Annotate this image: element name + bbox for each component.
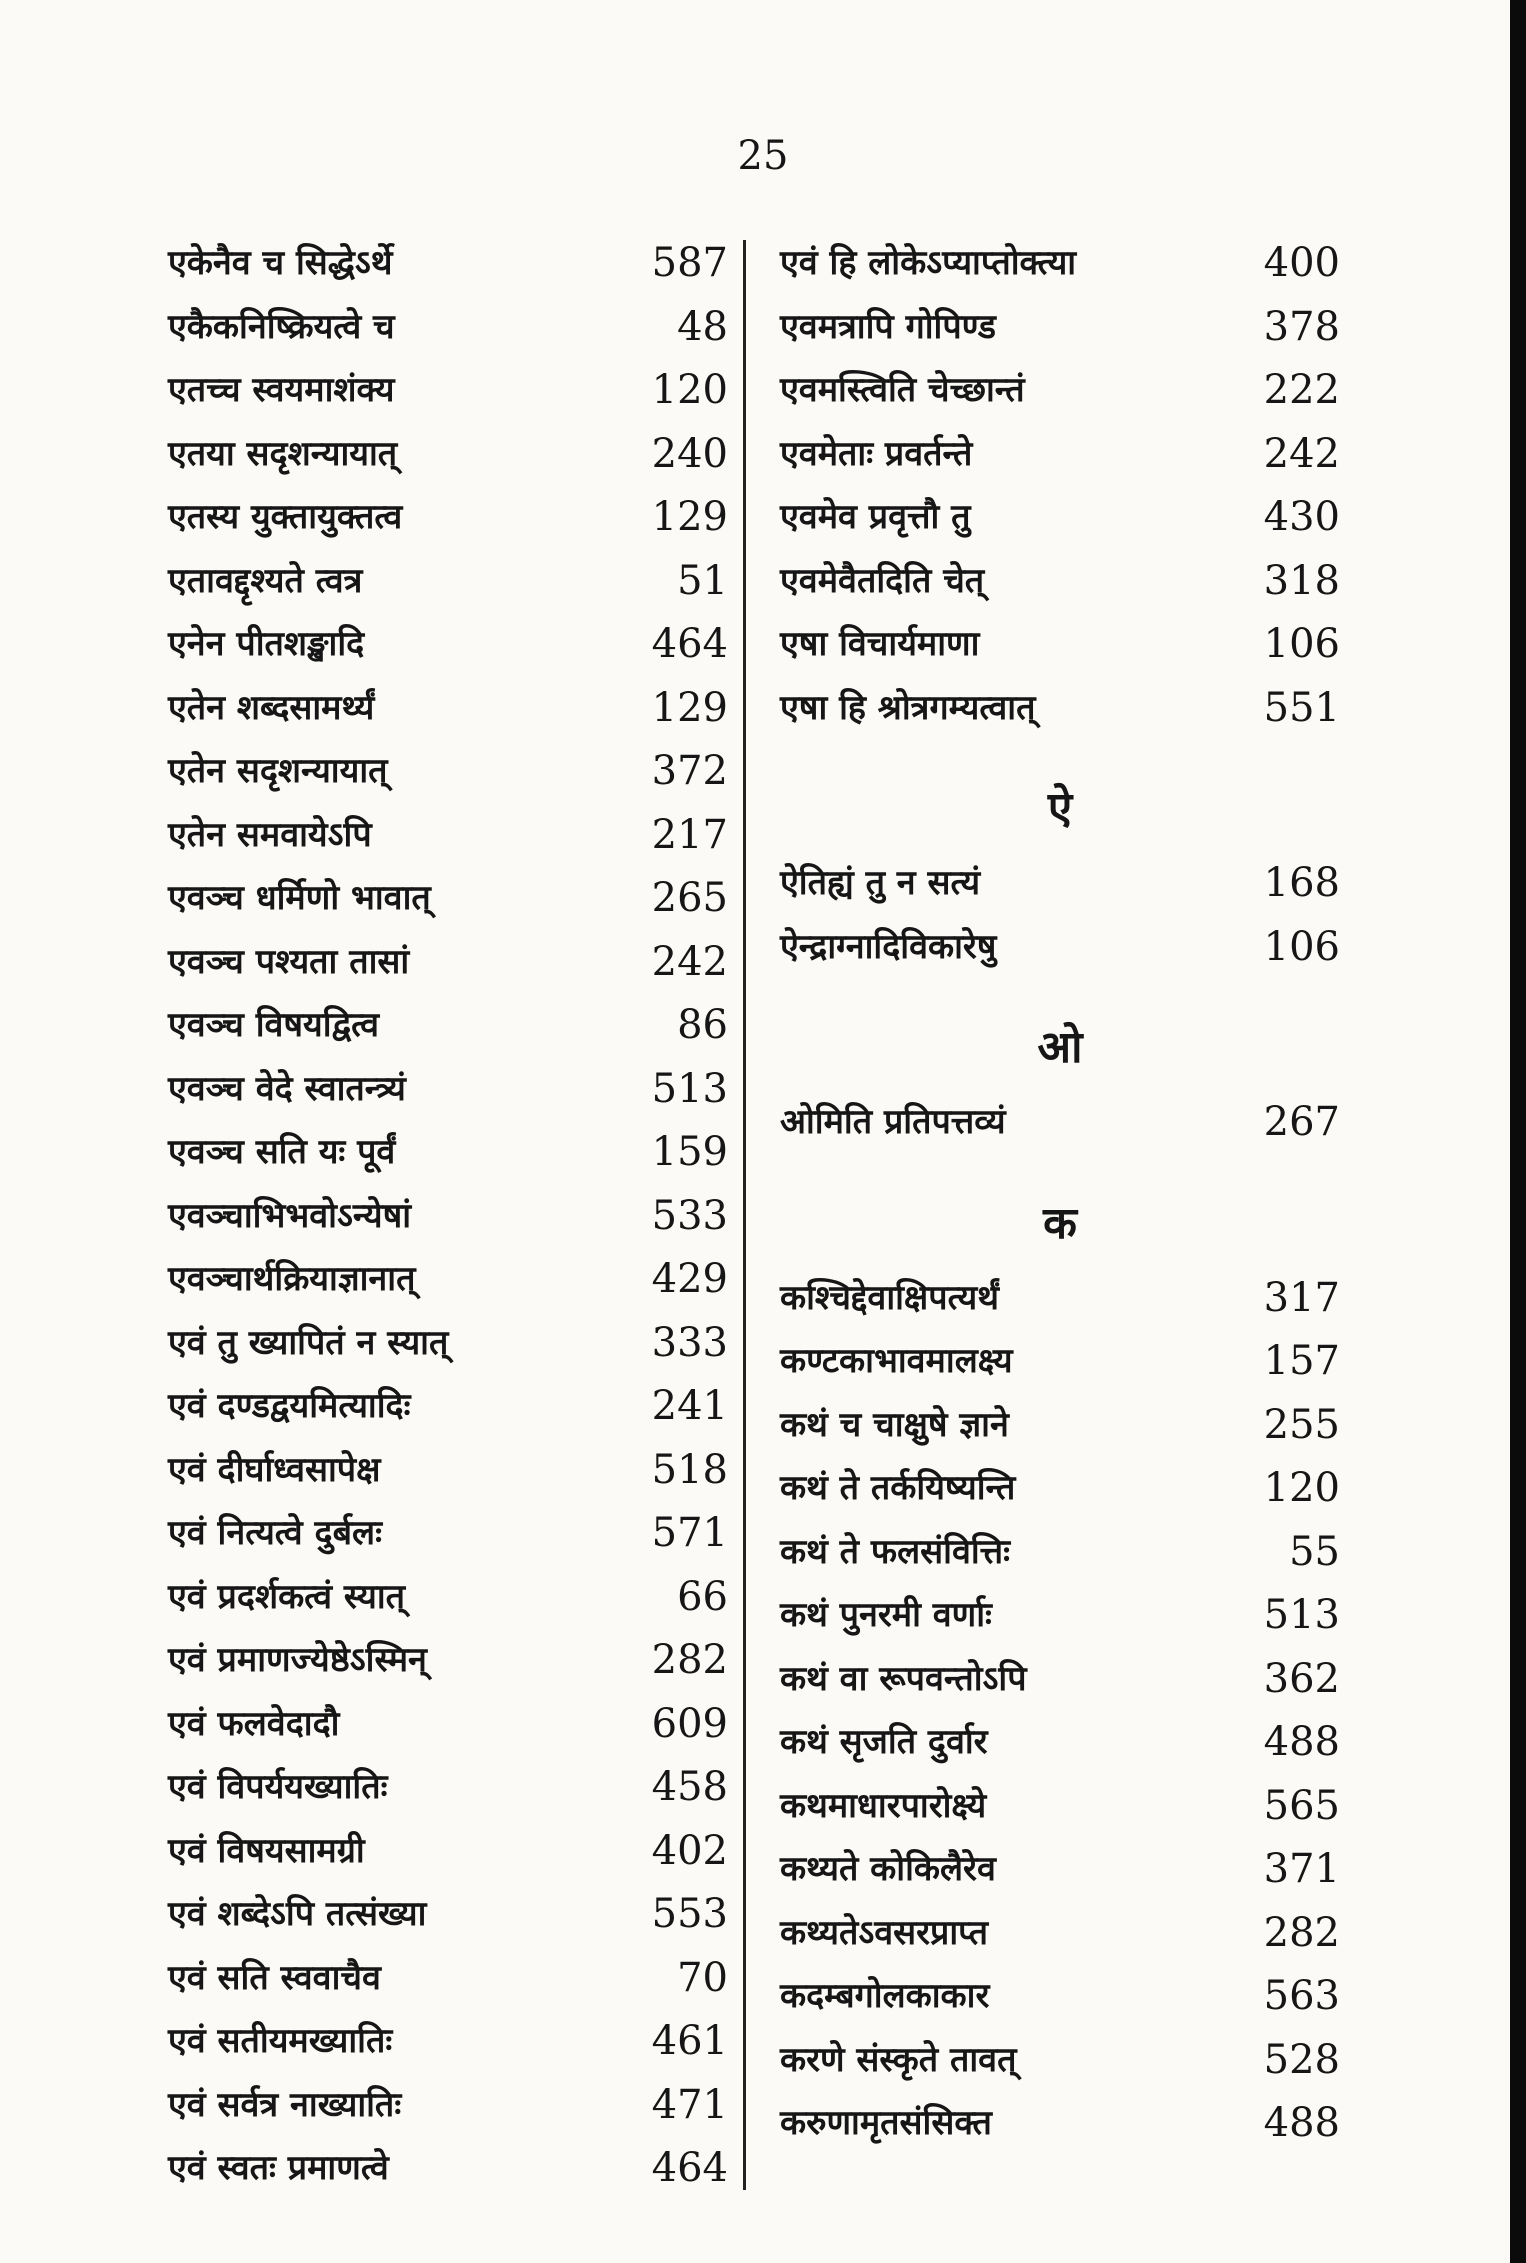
index-entry — [780, 1902, 1340, 1966]
entry-page: 430 — [1263, 494, 1340, 540]
entry-text: एवं तु ख्यापितं न स्यात् — [168, 1322, 449, 1363]
index-entry — [168, 1502, 728, 1566]
index-entry — [780, 232, 1340, 296]
entry-page: 129 — [651, 494, 728, 540]
entry-text: एवञ्च वेदे स्वातन्त्र्यं — [168, 1068, 406, 1109]
entry-page: 371 — [1263, 1846, 1340, 1892]
index-entry — [780, 1330, 1340, 1394]
index-entry — [168, 931, 728, 995]
index-entry — [168, 423, 728, 487]
entry-page: 106 — [1263, 923, 1340, 970]
index-entry — [168, 613, 728, 677]
index-entry — [780, 1711, 1340, 1775]
entry-page: 48 — [677, 303, 728, 350]
entry-text: कथं ते तर्कयिष्यन्ति — [780, 1468, 1016, 1508]
entry-page: 86 — [677, 1002, 728, 1048]
index-entry — [168, 486, 728, 550]
entry-text: कथं पुनरमी वर्णाः — [780, 1595, 992, 1635]
index-entry — [168, 1629, 728, 1693]
index-entry — [168, 296, 728, 360]
index-entry — [780, 423, 1340, 487]
index-entry — [168, 1883, 728, 1947]
index-entry — [780, 1648, 1340, 1712]
entry-text: एवं सति स्ववाचैव — [168, 1957, 381, 1998]
section-heading-o: ओ — [1037, 1022, 1083, 1073]
entry-text: एवञ्चार्थक्रियाज्ञानात् — [168, 1259, 416, 1299]
index-entry — [780, 852, 1340, 916]
entry-text: कदम्बगोलकाकार — [780, 1976, 990, 2016]
entry-text: एवमेताः प्रवर्तन्ते — [780, 433, 973, 474]
entry-text: एवञ्चाभिभवोऽन्येषां — [168, 1195, 412, 1236]
index-entry — [168, 677, 728, 741]
index-entry — [168, 1947, 728, 2011]
index-entry — [780, 1838, 1340, 1902]
entry-page: 571 — [651, 1510, 728, 1556]
index-entry — [168, 1058, 728, 1122]
index-entry — [168, 1439, 728, 1503]
entry-text: कथं सृजति दुर्वार — [780, 1722, 988, 1762]
index-entry — [168, 1375, 728, 1439]
entry-page: 563 — [1263, 1973, 1340, 2019]
entry-text: एवं हि लोकेऽप्याप्तोक्त्या — [780, 243, 1077, 283]
index-entry — [168, 2137, 728, 2201]
right-column — [780, 232, 1340, 2156]
index-entry — [168, 1312, 728, 1376]
entry-text: एवं प्रमाणज्येष्ठेऽस्मिन् — [168, 1640, 427, 1680]
spacer — [780, 740, 1340, 766]
entry-page: 551 — [1263, 684, 1340, 731]
index-entry — [168, 994, 728, 1058]
entry-text: एवं सर्वत्र नाख्यातिः — [168, 2084, 402, 2125]
index-entry — [168, 1121, 728, 1185]
entry-text: एवञ्च पश्यता तासां — [168, 941, 410, 982]
entry-text: कथं च चाक्षुषे ज्ञाने — [780, 1404, 1009, 1445]
entry-page: 318 — [1263, 557, 1340, 604]
entry-text: कथं ते फलसंवित्तिः — [780, 1531, 1011, 1572]
entry-text: एवं नित्यत्वे दुर्बलः — [168, 1513, 382, 1553]
entry-text: एवमेवैतदिति चेत् — [780, 560, 985, 601]
entry-page: 378 — [1263, 303, 1340, 350]
index-entry — [780, 1965, 1340, 2029]
entry-page: 106 — [1263, 621, 1340, 667]
entry-page: 255 — [1263, 1401, 1340, 1448]
entry-text: एवं दीर्घाध्वसापेक्ष — [168, 1449, 381, 1490]
entry-text: एतस्य युक्तायुक्तत्व — [168, 497, 403, 537]
index-entry — [168, 550, 728, 614]
entry-page: 528 — [1263, 2036, 1340, 2083]
entry-page: 51 — [677, 557, 728, 604]
entry-page: 333 — [651, 1319, 728, 1366]
index-entry — [780, 486, 1340, 550]
entry-page: 513 — [1263, 1592, 1340, 1638]
entry-text: कण्टकाभावमालक्ष्य — [780, 1341, 1013, 1381]
entry-text: एवञ्च धर्मिणो भावात् — [168, 878, 431, 918]
entry-page: 372 — [651, 748, 728, 794]
index-entry — [168, 359, 728, 423]
entry-page: 157 — [1263, 1338, 1340, 1384]
entry-page: 129 — [651, 684, 728, 731]
index-entry — [780, 1457, 1340, 1521]
index-entry — [780, 1091, 1340, 1155]
spacer — [780, 979, 1340, 1005]
entry-text: एकैकनिष्क्रियत्वे च — [168, 306, 395, 347]
entry-text: एवं विपर्ययख्यातिः — [168, 1767, 388, 1807]
entry-page: 513 — [651, 1065, 728, 1112]
entry-page: 70 — [677, 1954, 728, 2001]
entry-text: एवं फलवेदादौ — [168, 1703, 340, 1744]
entry-text: कथ्यतेऽवसरप्राप्त — [780, 1912, 989, 1953]
entry-page: 241 — [651, 1383, 728, 1429]
entry-text: एवञ्च विषयद्वित्व — [168, 1005, 380, 1045]
entry-text: ऐन्द्राग्नादिविकारेषु — [780, 926, 997, 967]
scan-edge-shadow — [1510, 0, 1526, 2263]
entry-page: 317 — [1263, 1274, 1340, 1321]
entry-page: 362 — [1263, 1655, 1340, 1702]
entry-text: ऐतिह्यं तु न सत्यं — [780, 863, 981, 903]
entry-page: 488 — [1263, 2100, 1340, 2146]
entry-page: 265 — [651, 875, 728, 921]
entry-page: 402 — [651, 1827, 728, 1874]
entry-page: 553 — [651, 1891, 728, 1937]
index-entry — [168, 1693, 728, 1757]
index-entry — [168, 232, 728, 296]
section-heading-ai: ऐ — [1047, 783, 1073, 834]
entry-text: एकेनैव च सिद्धेऽर्थे — [168, 243, 393, 283]
index-entry — [780, 2029, 1340, 2093]
index-entry — [780, 1394, 1340, 1458]
entry-text: एवं प्रदर्शकत्वं स्यात् — [168, 1576, 406, 1617]
entry-text: एनेन पीतशङ्खादि — [168, 624, 365, 664]
index-entry — [780, 677, 1340, 741]
entry-page: 242 — [651, 938, 728, 985]
entry-page: 282 — [651, 1637, 728, 1683]
index-entry — [168, 2074, 728, 2138]
entry-page: 120 — [1263, 1465, 1340, 1511]
index-entry — [780, 1775, 1340, 1839]
page-number: 25 — [737, 133, 789, 179]
entry-page: 282 — [1263, 1909, 1340, 1956]
entry-page: 168 — [1263, 860, 1340, 906]
entry-page: 240 — [651, 430, 728, 477]
entry-text: एवं विषयसामग्री — [168, 1830, 365, 1871]
entry-text: कश्चिद्देवाक्षिपत्यर्थं — [780, 1277, 999, 1318]
entry-page: 267 — [1263, 1099, 1340, 1145]
entry-text: एवमस्त्विति चेच्छान्तं — [780, 370, 1025, 410]
index-entry — [780, 916, 1340, 980]
index-entry — [780, 550, 1340, 614]
index-entry — [780, 2092, 1340, 2156]
index-entry — [780, 1521, 1340, 1585]
entry-page: 400 — [1263, 240, 1340, 286]
index-entry — [780, 1267, 1340, 1331]
entry-page: 587 — [651, 240, 728, 286]
entry-page: 461 — [651, 2018, 728, 2064]
entry-text: करुणामृतसंसिक्त — [780, 2103, 992, 2143]
index-entry — [168, 1185, 728, 1249]
entry-text: एवञ्च सति यः पूर्वं — [168, 1132, 396, 1172]
entry-text: एवमेव प्रवृत्तौ तु — [780, 497, 971, 537]
index-entry — [168, 867, 728, 931]
entry-text: एषा हि श्रोत्रगम्यत्वात् — [780, 687, 1036, 728]
index-entry — [168, 740, 728, 804]
entry-text: करणे संस्कृते तावत् — [780, 2039, 1017, 2080]
entry-page: 488 — [1263, 1719, 1340, 1765]
entry-page: 471 — [651, 2081, 728, 2128]
index-entry — [780, 1584, 1340, 1648]
section-heading-ka: क — [1043, 1197, 1077, 1249]
index-entry — [168, 1248, 728, 1312]
entry-text: एवं शब्देऽपि तत्संख्या — [168, 1894, 427, 1934]
index-entry — [168, 804, 728, 868]
entry-text: एतेन शब्दसामर्थ्यं — [168, 687, 375, 728]
entry-page: 217 — [651, 811, 728, 858]
entry-text: ओमिति प्रतिपत्तव्यं — [780, 1102, 1006, 1142]
entry-text: एषा विचार्यमाणा — [780, 624, 980, 664]
entry-text: कथ्यते कोकिलैरेव — [780, 1849, 996, 1889]
entry-text: एवं सतीयमख्यातिः — [168, 2021, 393, 2061]
column-divider — [743, 240, 746, 2190]
entry-page: 55 — [1289, 1528, 1340, 1575]
entry-page: 565 — [1263, 1782, 1340, 1829]
entry-text: एतेन समवायेऽपि — [168, 814, 372, 855]
entry-text: एवमत्रापि गोपिण्ड — [780, 306, 996, 347]
index-entry — [168, 1820, 728, 1884]
entry-text: एतच्च स्वयमाशंक्य — [168, 370, 395, 410]
index-entry — [780, 359, 1340, 423]
entry-page: 458 — [651, 1764, 728, 1810]
entry-text: एतावद्दृश्यते त्वत्र — [168, 560, 363, 601]
entry-page: 464 — [651, 2145, 728, 2191]
entry-text: कथमाधारपारोक्ष्ये — [780, 1785, 987, 1826]
index-entry — [780, 613, 1340, 677]
index-entry — [168, 1566, 728, 1630]
entry-page: 533 — [651, 1192, 728, 1239]
entry-page: 429 — [651, 1256, 728, 1302]
entry-text: कथं वा रूपवन्तोऽपि — [780, 1658, 1027, 1699]
entry-page: 609 — [651, 1700, 728, 1747]
entry-text: एवं दण्डद्वयमित्यादिः — [168, 1386, 411, 1426]
index-entry — [168, 2010, 728, 2074]
entry-text: एतेन सदृशन्यायात् — [168, 751, 388, 791]
entry-page: 120 — [651, 367, 728, 413]
entry-page: 222 — [1263, 367, 1340, 413]
spacer — [780, 1155, 1340, 1181]
index-entry — [780, 296, 1340, 360]
left-column — [168, 232, 728, 2201]
entry-page: 464 — [651, 621, 728, 667]
entry-page: 518 — [651, 1446, 728, 1493]
index-entry — [168, 1756, 728, 1820]
entry-page: 159 — [651, 1129, 728, 1175]
entry-page: 66 — [677, 1573, 728, 1620]
entry-page: 242 — [1263, 430, 1340, 477]
entry-text: एतया सदृशन्यायात् — [168, 433, 398, 474]
entry-text: एवं स्वतः प्रमाणत्वे — [168, 2148, 389, 2188]
